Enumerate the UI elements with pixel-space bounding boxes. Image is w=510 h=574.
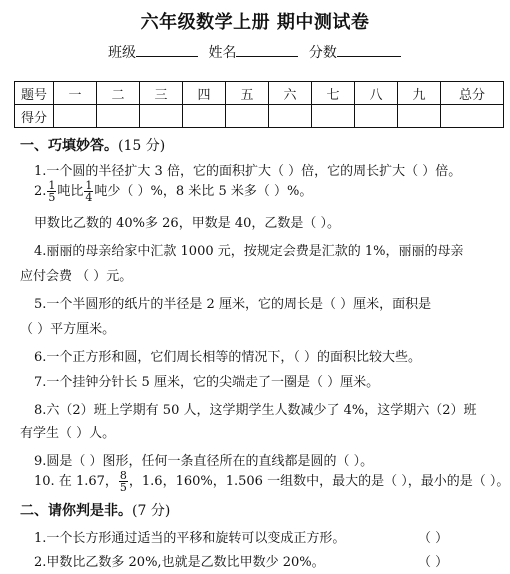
header-cell: 八 <box>355 82 398 105</box>
judge-2-answer-paren[interactable]: （ ） <box>418 555 449 570</box>
score-cell[interactable] <box>441 105 504 128</box>
header-cell: 六 <box>269 82 312 105</box>
question-2-mid: 吨比 <box>57 184 84 199</box>
score-table <box>14 81 504 128</box>
question-4-line-2: 应付会费 （ ）元。 <box>20 269 133 284</box>
class-label: 班级 <box>108 45 136 61</box>
fraction-numerator: 1 <box>48 179 56 192</box>
section-1-title: 一、巧填妙答。 <box>20 138 118 154</box>
question-5-line-2: （ ）平方厘米。 <box>20 322 116 337</box>
fraction-denominator: 4 <box>85 191 93 204</box>
score-blank[interactable] <box>337 42 401 57</box>
question-2-prefix: 2. <box>34 184 47 199</box>
section-2-points: (7 分) <box>132 503 171 519</box>
question-6: 6.一个正方形和圆，它们周长相等的情况下，（ ）的面积比较大些。 <box>34 350 422 365</box>
header-cell: 总分 <box>441 82 504 105</box>
fraction-denominator: 5 <box>119 481 127 494</box>
score-cell[interactable] <box>312 105 355 128</box>
header-cell: 题号 <box>15 82 54 105</box>
question-8-line-2: 有学生（ ）人。 <box>20 426 116 441</box>
question-10-prefix: 10. 在 1.67， <box>34 474 118 489</box>
question-5-line-1: 5.一个半圆形的纸片的半径是 2 厘米，它的周长是（ ）厘米，面积是 <box>34 297 432 312</box>
score-cell[interactable] <box>398 105 441 128</box>
question-2-rest: 吨少（ ）%，8 米比 5 米多（ ）%。 <box>94 184 313 199</box>
header-cell: 一 <box>54 82 97 105</box>
score-cell[interactable] <box>54 105 97 128</box>
question-3: 甲数比乙数的 40%多 26，甲数是 40，乙数是（ ）。 <box>34 216 341 231</box>
header-cell: 七 <box>312 82 355 105</box>
score-cell[interactable] <box>97 105 140 128</box>
row-label-cell: 得分 <box>15 105 54 128</box>
fraction-denominator: 5 <box>48 191 56 204</box>
fraction-eight-fifths <box>119 470 128 493</box>
judge-1-answer-paren[interactable]: （ ） <box>418 531 449 546</box>
score-label: 分数 <box>308 45 337 61</box>
section-2-title: 二、请你判是非。 <box>20 503 132 519</box>
score-cell[interactable] <box>140 105 183 128</box>
question-8-line-1: 8.六（2）班上学期有 50 人，这学期学生人数减少了 4%，这学期六（2）班 <box>34 403 477 418</box>
question-2 <box>34 180 312 203</box>
judge-2: 2.甲数比乙数多 20%,也就是乙数比甲数少 20%。 <box>34 555 325 570</box>
header-cell: 三 <box>140 82 183 105</box>
page-title: 六年级数学上册 期中测试卷 <box>140 12 370 33</box>
score-cell[interactable] <box>355 105 398 128</box>
fraction-numerator: 1 <box>85 179 93 192</box>
question-4-line-1: 4.丽丽的母亲给家中汇款 1000 元，按规定会费是汇款的 1%，丽丽的母亲 <box>34 244 464 259</box>
score-cell[interactable] <box>183 105 226 128</box>
fraction-one-fourth <box>84 180 93 203</box>
score-table-header-row <box>15 82 504 105</box>
class-blank[interactable] <box>136 42 198 57</box>
score-cell[interactable] <box>269 105 312 128</box>
score-cell[interactable] <box>226 105 269 128</box>
section-1-heading <box>20 135 165 155</box>
question-1: 1.一个圆的半径扩大 3 倍，它的面积扩大（ ）倍，它的周长扩大（ ）倍。 <box>34 164 462 179</box>
name-label: 姓名 <box>208 45 237 61</box>
question-9: 9.圆是（ ）图形，任何一条直径所在的直线都是圆的（ ）。 <box>34 454 374 469</box>
score-table-score-row <box>15 105 504 128</box>
header-cell: 五 <box>226 82 269 105</box>
section-1-points: (15 分) <box>118 138 166 154</box>
header-cell: 九 <box>398 82 441 105</box>
fraction-one-fifth <box>47 180 56 203</box>
name-blank[interactable] <box>236 42 298 57</box>
header-cell: 二 <box>97 82 140 105</box>
section-2-heading <box>20 500 170 520</box>
question-10-rest: ，1.6，160%，1.506 一组数中，最大的是（ ），最小的是（ ）。 <box>128 474 510 489</box>
header-cell: 四 <box>183 82 226 105</box>
question-7: 7.一个挂钟分针长 5 厘米，它的尖端走了一圈是（ ）厘米。 <box>34 375 380 390</box>
student-info <box>108 42 407 62</box>
judge-1: 1.一个长方形通过适当的平移和旋转可以变成正方形。 <box>34 531 346 546</box>
fraction-numerator: 8 <box>119 469 127 482</box>
question-10 <box>34 470 509 493</box>
